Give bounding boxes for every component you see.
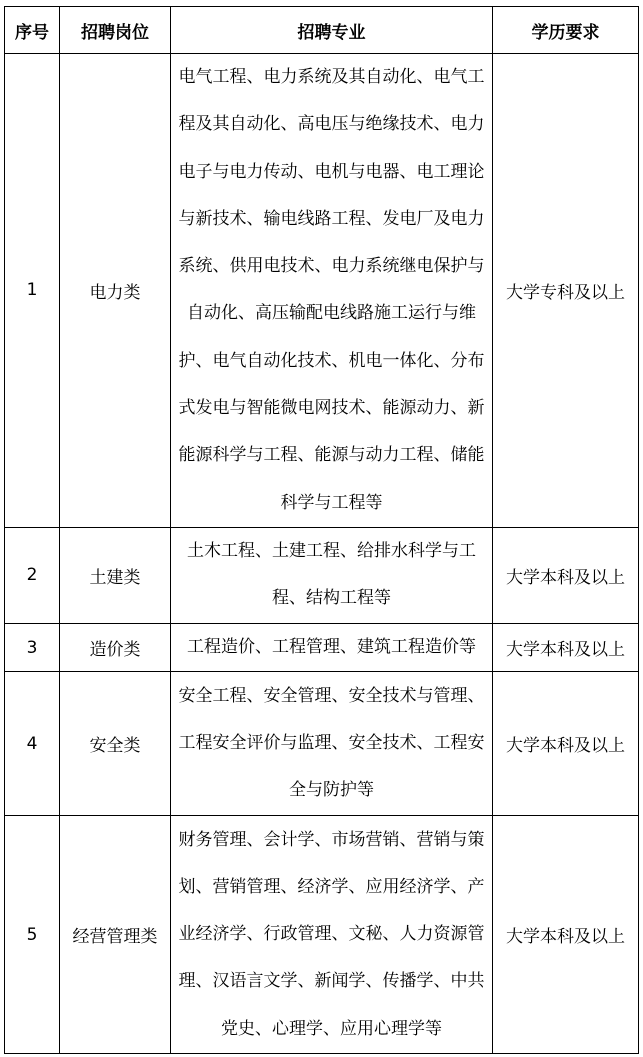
header-no: 序号 — [5, 7, 60, 54]
recruitment-table — [4, 6, 639, 1054]
row-position: 土建类 — [60, 527, 171, 623]
table-row — [5, 623, 639, 671]
table-header-row — [5, 7, 639, 54]
header-position: 招聘岗位 — [60, 7, 171, 54]
header-education: 学历要求 — [493, 7, 639, 54]
row-no: 2 — [5, 527, 60, 623]
row-majors: 工程造价、工程管理、建筑工程造价等 — [171, 623, 493, 671]
row-position: 电力类 — [60, 54, 171, 528]
row-education: 大学本科及以上 — [493, 816, 639, 1054]
table-row — [5, 816, 639, 1054]
row-no: 3 — [5, 623, 60, 671]
row-education: 大学专科及以上 — [493, 54, 639, 528]
row-no: 1 — [5, 54, 60, 528]
header-majors: 招聘专业 — [171, 7, 493, 54]
row-no: 5 — [5, 816, 60, 1054]
table-row — [5, 54, 639, 528]
row-majors: 财务管理、会计学、市场营销、营销与策划、营销管理、经济学、应用经济学、产业经济学、行政管理、文秘、人力资源管理、汉语言文学、新闻学、传播学、中共党史、心理学、应用心理学等 — [171, 816, 493, 1054]
row-majors: 安全工程、安全管理、安全技术与管理、工程安全评价与监理、安全技术、工程安全与防护等 — [171, 672, 493, 816]
row-education: 大学本科及以上 — [493, 623, 639, 671]
row-education: 大学本科及以上 — [493, 527, 639, 623]
row-position: 经营管理类 — [60, 816, 171, 1054]
table-row — [5, 672, 639, 816]
row-majors: 电气工程、电力系统及其自动化、电气工程及其自动化、高电压与绝缘技术、电力电子与电力传动、电机与电器、电工理论与新技术、输电线路工程、发电厂及电力系统、供用电技术、电力系统继电保护与自动化、高压输配电线路施工运行与维护、电气自动化技术、机电一体化、分布式发电与智能微电网技术、能源动力、新能源科学与工程、能源与动力工程、储能科学与工程等 — [171, 54, 493, 528]
table-row — [5, 527, 639, 623]
row-position: 造价类 — [60, 623, 171, 671]
row-education: 大学本科及以上 — [493, 672, 639, 816]
row-no: 4 — [5, 672, 60, 816]
row-position: 安全类 — [60, 672, 171, 816]
row-majors: 土木工程、土建工程、给排水科学与工程、结构工程等 — [171, 527, 493, 623]
